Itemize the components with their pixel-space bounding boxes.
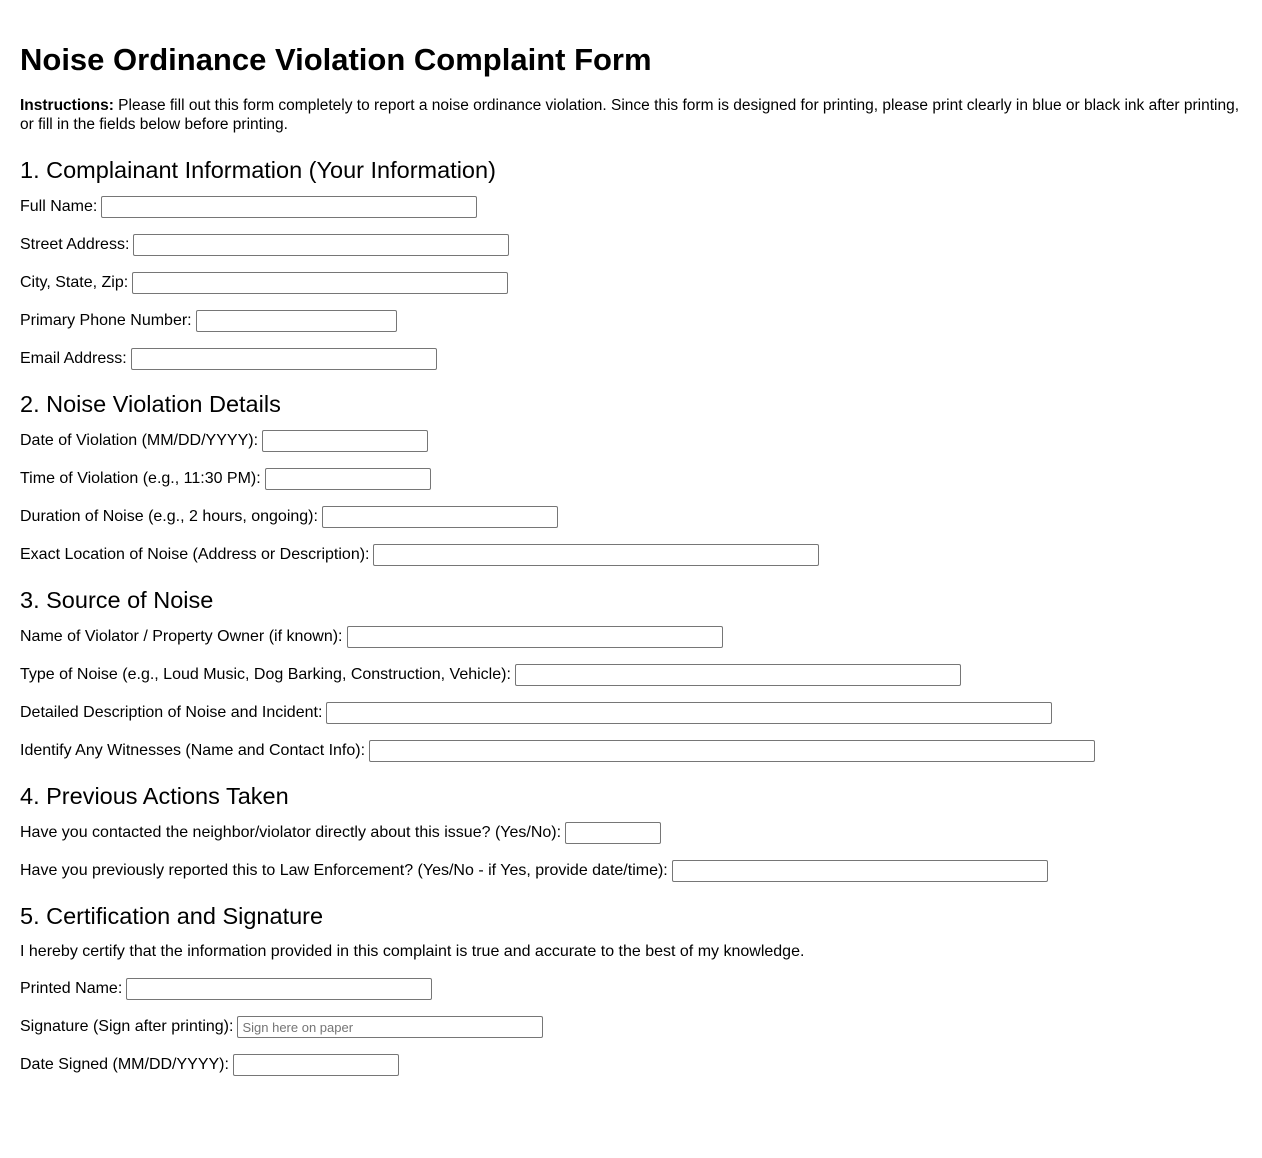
noise-type-input[interactable]: [515, 664, 961, 686]
reported-input[interactable]: [672, 860, 1048, 882]
instructions-label: Instructions:: [20, 97, 114, 114]
reported-row: [20, 852, 1242, 890]
contacted-label: Have you contacted the neighbor/violator directly about this issue? (Yes/No):: [20, 824, 562, 841]
printed-name-input[interactable]: [126, 978, 432, 1000]
violator-label: Name of Violator / Property Owner (if known):: [20, 628, 343, 645]
city-state-zip-row: [20, 264, 1242, 302]
section-heading-source: 3. Source of Noise: [20, 587, 214, 613]
email-row: [20, 340, 1242, 378]
full-name-label: Full Name:: [20, 198, 98, 215]
violation-time-row: [20, 460, 1242, 498]
witnesses-row: [20, 732, 1242, 770]
section-heading-certification: 5. Certification and Signature: [20, 903, 324, 929]
reported-label: Have you previously reported this to Law Enforcement? (Yes/No - if Yes, provide date/time):: [20, 862, 668, 879]
signature-row: [20, 1008, 1242, 1046]
violation-date-row: [20, 422, 1242, 460]
witnesses-input[interactable]: [369, 740, 1095, 762]
certification-statement: I hereby certify that the information provided in this complaint is true and accurate to the best of my knowledge.: [20, 943, 805, 960]
violator-input[interactable]: [347, 626, 723, 648]
date-signed-input[interactable]: [233, 1054, 399, 1076]
contacted-row: [20, 814, 1242, 852]
location-row: [20, 536, 1242, 574]
contacted-input[interactable]: [565, 822, 661, 844]
street-address-label: Street Address:: [20, 236, 130, 253]
section-heading-complainant: 1. Complainant Information (Your Information): [20, 157, 496, 183]
violation-time-label: Time of Violation (e.g., 11:30 PM):: [20, 470, 261, 487]
instructions: [20, 96, 1242, 134]
violation-date-input[interactable]: [262, 430, 428, 452]
violation-date-label: Date of Violation (MM/DD/YYYY):: [20, 432, 259, 449]
phone-label: Primary Phone Number:: [20, 312, 192, 329]
violation-time-input[interactable]: [265, 468, 431, 490]
phone-input[interactable]: [196, 310, 397, 332]
duration-input[interactable]: [322, 506, 558, 528]
email-label: Email Address:: [20, 350, 127, 367]
email-input[interactable]: [131, 348, 437, 370]
violator-row: [20, 618, 1242, 656]
noise-type-row: [20, 656, 1242, 694]
full-name-row: [20, 188, 1242, 226]
street-address-input[interactable]: [133, 234, 509, 256]
street-address-row: [20, 226, 1242, 264]
section-heading-previous-actions: 4. Previous Actions Taken: [20, 783, 289, 809]
printed-name-row: [20, 970, 1242, 1008]
noise-type-label: Type of Noise (e.g., Loud Music, Dog Barking, Construction, Vehicle):: [20, 666, 511, 683]
date-signed-label: Date Signed (MM/DD/YYYY):: [20, 1056, 229, 1073]
location-input[interactable]: [373, 544, 819, 566]
phone-row: [20, 302, 1242, 340]
duration-label: Duration of Noise (e.g., 2 hours, ongoing):: [20, 508, 318, 525]
description-row: [20, 694, 1242, 732]
full-name-input[interactable]: [101, 196, 477, 218]
instructions-text: Please fill out this form completely to report a noise ordinance violation. Since this form is designed for printing, please print clearly in blue or black ink after printing, or fill in the fields below before printing.: [20, 97, 1240, 133]
location-label: Exact Location of Noise (Address or Description):: [20, 546, 370, 563]
city-state-zip-input[interactable]: [132, 272, 508, 294]
printed-name-label: Printed Name:: [20, 980, 123, 997]
duration-row: [20, 498, 1242, 536]
witnesses-label: Identify Any Witnesses (Name and Contact Info):: [20, 742, 366, 759]
page-title: Noise Ordinance Violation Complaint Form: [20, 42, 652, 77]
date-signed-row: [20, 1046, 1242, 1084]
signature-input[interactable]: [237, 1016, 543, 1038]
signature-label: Signature (Sign after printing):: [20, 1018, 234, 1035]
section-heading-details: 2. Noise Violation Details: [20, 391, 281, 417]
city-state-zip-label: City, State, Zip:: [20, 274, 129, 291]
description-label: Detailed Description of Noise and Incident:: [20, 704, 323, 721]
description-input[interactable]: [326, 702, 1052, 724]
